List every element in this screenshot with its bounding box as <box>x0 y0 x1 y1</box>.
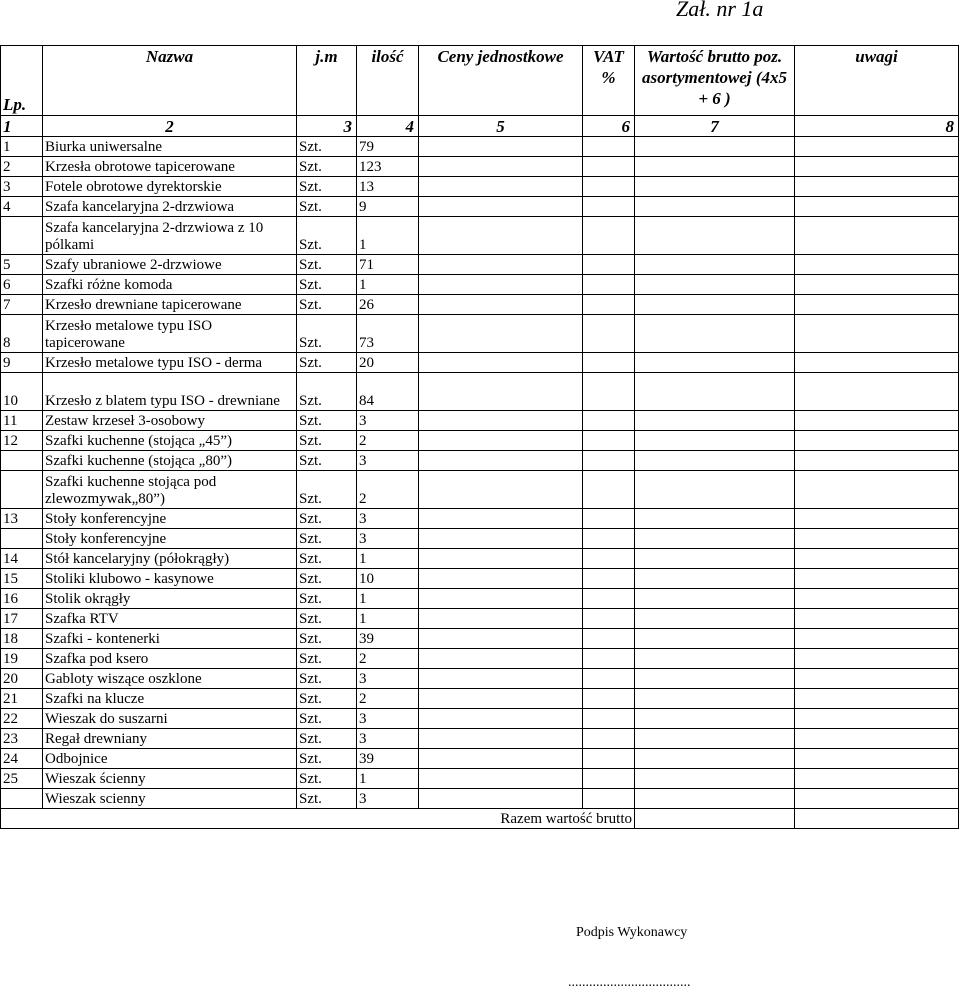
row-vat <box>583 729 635 749</box>
table-row <box>1 749 959 769</box>
row-gross-value <box>635 529 795 549</box>
row-name: Szafki kuchenne (stojąca „45”) <box>43 431 297 451</box>
row-notes <box>795 157 959 177</box>
row-unit-price <box>419 509 583 529</box>
row-unit-price <box>419 709 583 729</box>
row-unit: Szt. <box>297 137 357 157</box>
row-lp: 3 <box>1 177 43 197</box>
row-quantity: 1 <box>357 217 419 255</box>
column-number: 5 <box>419 116 583 137</box>
row-unit: Szt. <box>297 549 357 569</box>
row-unit: Szt. <box>297 157 357 177</box>
row-notes <box>795 197 959 217</box>
row-unit: Szt. <box>297 373 357 411</box>
row-notes <box>795 569 959 589</box>
row-gross-value <box>635 729 795 749</box>
row-quantity: 1 <box>357 769 419 789</box>
row-name: Krzesło metalowe typu ISO - derma <box>43 353 297 373</box>
row-gross-value <box>635 669 795 689</box>
row-unit-price <box>419 157 583 177</box>
row-name: Zestaw krzeseł 3-osobowy <box>43 411 297 431</box>
row-unit-price <box>419 411 583 431</box>
row-notes <box>795 137 959 157</box>
row-vat <box>583 769 635 789</box>
row-unit-price <box>419 769 583 789</box>
header-gross-value: Wartość brutto poz. asortymentowej (4x5 + 6 ) <box>635 46 795 116</box>
row-name: Krzesło metalowe typu ISO tapicerowane <box>43 315 297 353</box>
row-unit: Szt. <box>297 689 357 709</box>
row-gross-value <box>635 451 795 471</box>
row-quantity: 3 <box>357 789 419 809</box>
row-quantity: 73 <box>357 315 419 353</box>
row-gross-value <box>635 315 795 353</box>
row-name: Wieszak ścienny <box>43 769 297 789</box>
row-quantity: 39 <box>357 629 419 649</box>
column-numbers-row <box>1 116 959 137</box>
row-quantity: 3 <box>357 529 419 549</box>
row-lp: 22 <box>1 709 43 729</box>
table-row <box>1 255 959 275</box>
row-lp <box>1 217 43 255</box>
row-notes <box>795 709 959 729</box>
row-unit-price <box>419 137 583 157</box>
row-gross-value <box>635 137 795 157</box>
row-vat <box>583 353 635 373</box>
row-notes <box>795 217 959 255</box>
row-notes <box>795 769 959 789</box>
row-vat <box>583 649 635 669</box>
row-lp: 9 <box>1 353 43 373</box>
row-notes <box>795 589 959 609</box>
row-quantity: 1 <box>357 589 419 609</box>
table-row <box>1 431 959 451</box>
row-unit: Szt. <box>297 709 357 729</box>
table-row <box>1 353 959 373</box>
row-notes <box>795 275 959 295</box>
row-gross-value <box>635 471 795 509</box>
row-gross-value <box>635 569 795 589</box>
row-unit: Szt. <box>297 295 357 315</box>
row-unit: Szt. <box>297 609 357 629</box>
row-name: Szafki - kontenerki <box>43 629 297 649</box>
row-name: Krzesło z blatem typu ISO - drewniane <box>43 373 297 411</box>
row-unit-price <box>419 197 583 217</box>
row-lp: 2 <box>1 157 43 177</box>
row-quantity: 2 <box>357 471 419 509</box>
row-vat <box>583 315 635 353</box>
row-unit-price <box>419 471 583 509</box>
row-vat <box>583 255 635 275</box>
row-name: Fotele obrotowe dyrektorskie <box>43 177 297 197</box>
row-lp: 19 <box>1 649 43 669</box>
row-gross-value <box>635 789 795 809</box>
row-quantity: 123 <box>357 157 419 177</box>
row-quantity: 13 <box>357 177 419 197</box>
table-row <box>1 789 959 809</box>
row-unit: Szt. <box>297 669 357 689</box>
row-unit-price <box>419 609 583 629</box>
row-name: Stoliki klubowo - kasynowe <box>43 569 297 589</box>
row-notes <box>795 649 959 669</box>
row-lp: 14 <box>1 549 43 569</box>
row-quantity: 3 <box>357 509 419 529</box>
row-quantity: 20 <box>357 353 419 373</box>
row-gross-value <box>635 589 795 609</box>
signature-label: Podpis Wykonawcy <box>576 925 688 940</box>
row-quantity: 9 <box>357 197 419 217</box>
row-name: Szafki na klucze <box>43 689 297 709</box>
row-unit: Szt. <box>297 789 357 809</box>
column-number: 2 <box>43 116 297 137</box>
total-label: Razem wartość brutto <box>1 809 635 829</box>
total-gross-value <box>635 809 795 829</box>
row-notes <box>795 669 959 689</box>
header-unit-price: Ceny jednostkowe <box>419 46 583 116</box>
row-lp <box>1 529 43 549</box>
row-name: Szafki kuchenne stojąca pod zlewozmywak„80”) <box>43 471 297 509</box>
row-name: Stoły konferencyjne <box>43 529 297 549</box>
row-unit-price <box>419 589 583 609</box>
row-notes <box>795 689 959 709</box>
row-vat <box>583 471 635 509</box>
row-gross-value <box>635 275 795 295</box>
row-unit-price <box>419 177 583 197</box>
row-unit: Szt. <box>297 509 357 529</box>
row-lp <box>1 451 43 471</box>
row-lp <box>1 471 43 509</box>
row-notes <box>795 529 959 549</box>
header-unit: j.m <box>297 46 357 116</box>
row-vat <box>583 431 635 451</box>
row-lp: 17 <box>1 609 43 629</box>
table-row <box>1 509 959 529</box>
row-lp: 8 <box>1 315 43 353</box>
column-number: 1 <box>1 116 43 137</box>
row-name: Biurka uniwersalne <box>43 137 297 157</box>
header-row <box>1 46 959 116</box>
row-unit: Szt. <box>297 451 357 471</box>
row-notes <box>795 609 959 629</box>
table-row <box>1 689 959 709</box>
row-unit-price <box>419 629 583 649</box>
row-gross-value <box>635 411 795 431</box>
row-unit: Szt. <box>297 471 357 509</box>
row-name: Wieszak scienny <box>43 789 297 809</box>
header-quantity: ilość <box>357 46 419 116</box>
row-gross-value <box>635 217 795 255</box>
row-unit: Szt. <box>297 769 357 789</box>
row-lp: 24 <box>1 749 43 769</box>
total-notes <box>795 809 959 829</box>
row-vat <box>583 137 635 157</box>
row-quantity: 2 <box>357 649 419 669</box>
row-lp: 16 <box>1 589 43 609</box>
row-gross-value <box>635 295 795 315</box>
row-unit: Szt. <box>297 729 357 749</box>
row-quantity: 2 <box>357 431 419 451</box>
row-quantity: 71 <box>357 255 419 275</box>
column-number: 3 <box>297 116 357 137</box>
row-notes <box>795 629 959 649</box>
row-vat <box>583 629 635 649</box>
row-unit-price <box>419 295 583 315</box>
row-vat <box>583 789 635 809</box>
row-vat <box>583 157 635 177</box>
row-lp: 1 <box>1 137 43 157</box>
row-vat <box>583 275 635 295</box>
row-vat <box>583 709 635 729</box>
row-unit: Szt. <box>297 431 357 451</box>
row-unit: Szt. <box>297 275 357 295</box>
row-notes <box>795 295 959 315</box>
row-notes <box>795 431 959 451</box>
row-notes <box>795 353 959 373</box>
row-unit: Szt. <box>297 177 357 197</box>
row-unit-price <box>419 549 583 569</box>
row-unit: Szt. <box>297 589 357 609</box>
row-name: Regał drewniany <box>43 729 297 749</box>
row-unit-price <box>419 529 583 549</box>
row-name: Wieszak do suszarni <box>43 709 297 729</box>
row-unit-price <box>419 649 583 669</box>
row-vat <box>583 295 635 315</box>
row-vat <box>583 217 635 255</box>
table-row <box>1 157 959 177</box>
row-lp <box>1 789 43 809</box>
row-vat <box>583 549 635 569</box>
row-unit-price <box>419 749 583 769</box>
row-unit-price <box>419 569 583 589</box>
row-notes <box>795 451 959 471</box>
table-row <box>1 295 959 315</box>
row-gross-value <box>635 373 795 411</box>
table-row <box>1 197 959 217</box>
row-gross-value <box>635 157 795 177</box>
header-lp: Lp. <box>1 46 43 116</box>
table-row <box>1 451 959 471</box>
row-lp: 10 <box>1 373 43 411</box>
row-unit-price <box>419 217 583 255</box>
row-notes <box>795 471 959 509</box>
row-quantity: 3 <box>357 709 419 729</box>
row-lp: 23 <box>1 729 43 749</box>
row-gross-value <box>635 689 795 709</box>
table-row <box>1 609 959 629</box>
row-quantity: 10 <box>357 569 419 589</box>
row-notes <box>795 411 959 431</box>
header-name: Nazwa <box>43 46 297 116</box>
row-vat <box>583 749 635 769</box>
header-notes: uwagi <box>795 46 959 116</box>
row-gross-value <box>635 197 795 217</box>
row-name: Szafki różne komoda <box>43 275 297 295</box>
row-gross-value <box>635 749 795 769</box>
row-vat <box>583 411 635 431</box>
row-unit-price <box>419 669 583 689</box>
row-notes <box>795 177 959 197</box>
row-name: Szafka RTV <box>43 609 297 629</box>
row-notes <box>795 789 959 809</box>
row-lp: 5 <box>1 255 43 275</box>
row-quantity: 3 <box>357 729 419 749</box>
row-gross-value <box>635 609 795 629</box>
column-number: 6 <box>583 116 635 137</box>
row-name: Szafa kancelaryjna 2-drzwiowa <box>43 197 297 217</box>
row-vat <box>583 509 635 529</box>
row-lp: 18 <box>1 629 43 649</box>
row-name: Odbojnice <box>43 749 297 769</box>
row-unit: Szt. <box>297 353 357 373</box>
table-row <box>1 709 959 729</box>
row-unit-price <box>419 729 583 749</box>
table-row <box>1 471 959 509</box>
table-row <box>1 589 959 609</box>
row-lp: 11 <box>1 411 43 431</box>
row-unit: Szt. <box>297 315 357 353</box>
row-notes <box>795 315 959 353</box>
table-row <box>1 373 959 411</box>
column-number: 4 <box>357 116 419 137</box>
row-vat <box>583 569 635 589</box>
row-notes <box>795 509 959 529</box>
row-name: Stół kancelaryjny (półokrągły) <box>43 549 297 569</box>
table-row <box>1 569 959 589</box>
row-gross-value <box>635 629 795 649</box>
row-unit-price <box>419 373 583 411</box>
row-unit: Szt. <box>297 217 357 255</box>
row-quantity: 84 <box>357 373 419 411</box>
table-row <box>1 769 959 789</box>
row-quantity: 26 <box>357 295 419 315</box>
row-unit: Szt. <box>297 411 357 431</box>
row-gross-value <box>635 549 795 569</box>
row-name: Szafa kancelaryjna 2-drzwiowa z 10 pólkami <box>43 217 297 255</box>
row-unit-price <box>419 451 583 471</box>
row-quantity: 3 <box>357 411 419 431</box>
table-row <box>1 629 959 649</box>
row-unit: Szt. <box>297 529 357 549</box>
row-notes <box>795 373 959 411</box>
row-gross-value <box>635 255 795 275</box>
row-unit: Szt. <box>297 569 357 589</box>
table-row <box>1 217 959 255</box>
table-row <box>1 275 959 295</box>
row-name: Krzesło drewniane tapicerowane <box>43 295 297 315</box>
row-lp: 4 <box>1 197 43 217</box>
header-vat: VAT % <box>583 46 635 116</box>
row-unit-price <box>419 275 583 295</box>
row-vat <box>583 451 635 471</box>
row-unit: Szt. <box>297 629 357 649</box>
row-gross-value <box>635 431 795 451</box>
row-vat <box>583 373 635 411</box>
signature-line: ................................... <box>568 975 691 990</box>
row-lp: 12 <box>1 431 43 451</box>
row-vat <box>583 689 635 709</box>
attachment-label: Zał. nr 1a <box>676 0 764 21</box>
row-name: Szafka pod ksero <box>43 649 297 669</box>
row-unit-price <box>419 689 583 709</box>
row-quantity: 1 <box>357 609 419 629</box>
row-gross-value <box>635 177 795 197</box>
row-name: Szafy ubraniowe 2-drzwiowe <box>43 255 297 275</box>
row-quantity: 1 <box>357 275 419 295</box>
row-unit-price <box>419 431 583 451</box>
table-row <box>1 177 959 197</box>
row-gross-value <box>635 353 795 373</box>
row-unit-price <box>419 315 583 353</box>
row-gross-value <box>635 649 795 669</box>
row-lp: 21 <box>1 689 43 709</box>
table-row <box>1 529 959 549</box>
row-notes <box>795 549 959 569</box>
items-table <box>0 45 959 829</box>
row-unit: Szt. <box>297 255 357 275</box>
table-row <box>1 549 959 569</box>
row-quantity: 79 <box>357 137 419 157</box>
table-row <box>1 669 959 689</box>
row-unit-price <box>419 353 583 373</box>
table-row <box>1 729 959 749</box>
row-unit-price <box>419 789 583 809</box>
row-name: Gabloty wiszące oszklone <box>43 669 297 689</box>
row-notes <box>795 749 959 769</box>
row-gross-value <box>635 769 795 789</box>
row-lp: 15 <box>1 569 43 589</box>
row-lp: 7 <box>1 295 43 315</box>
table-row <box>1 411 959 431</box>
row-vat <box>583 197 635 217</box>
row-vat <box>583 177 635 197</box>
row-lp: 13 <box>1 509 43 529</box>
row-quantity: 3 <box>357 451 419 471</box>
row-lp: 25 <box>1 769 43 789</box>
row-gross-value <box>635 709 795 729</box>
column-number: 7 <box>635 116 795 137</box>
row-name: Krzesła obrotowe tapicerowane <box>43 157 297 177</box>
row-unit: Szt. <box>297 649 357 669</box>
row-lp: 6 <box>1 275 43 295</box>
row-unit: Szt. <box>297 197 357 217</box>
row-quantity: 39 <box>357 749 419 769</box>
row-vat <box>583 609 635 629</box>
table-row <box>1 649 959 669</box>
row-notes <box>795 255 959 275</box>
row-vat <box>583 529 635 549</box>
row-quantity: 2 <box>357 689 419 709</box>
row-gross-value <box>635 509 795 529</box>
row-unit: Szt. <box>297 749 357 769</box>
row-vat <box>583 669 635 689</box>
row-name: Szafki kuchenne (stojąca „80”) <box>43 451 297 471</box>
row-name: Stoły konferencyjne <box>43 509 297 529</box>
row-unit-price <box>419 255 583 275</box>
table-row <box>1 137 959 157</box>
row-vat <box>583 589 635 609</box>
row-lp: 20 <box>1 669 43 689</box>
row-notes <box>795 729 959 749</box>
row-quantity: 1 <box>357 549 419 569</box>
table-row <box>1 315 959 353</box>
row-name: Stolik okrągły <box>43 589 297 609</box>
row-quantity: 3 <box>357 669 419 689</box>
total-row <box>1 809 959 829</box>
column-number: 8 <box>795 116 959 137</box>
